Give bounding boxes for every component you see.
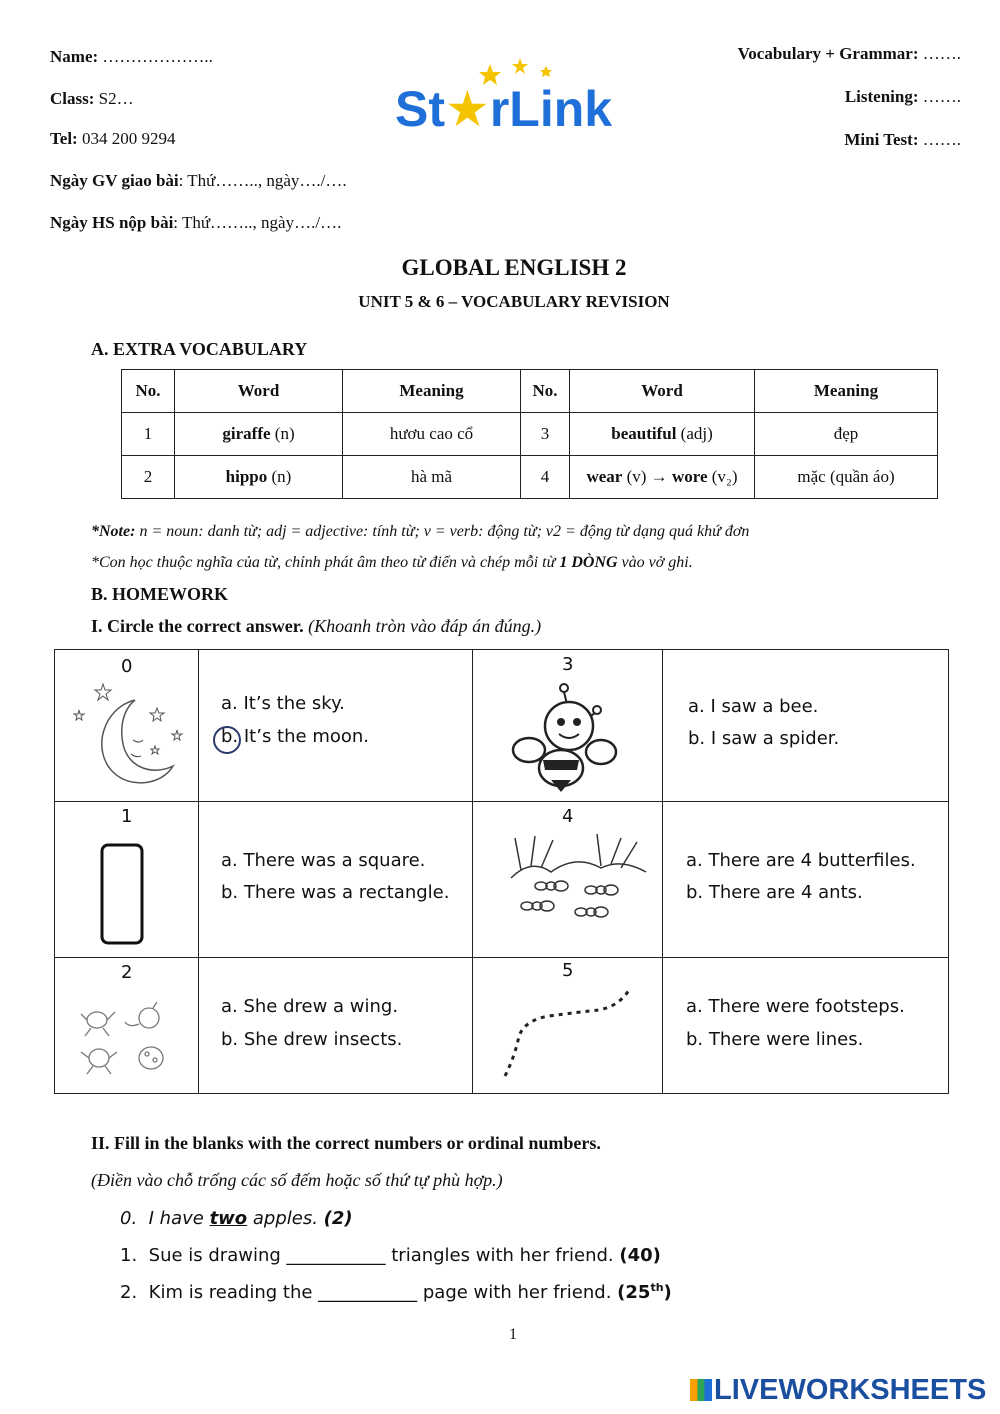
cell-word: giraffe (n) <box>175 413 343 456</box>
example-answer: two <box>209 1208 248 1229</box>
picture-cell <box>473 650 663 802</box>
footsteps-icon <box>499 988 639 1080</box>
vocab-grammar-score: Vocabulary + Grammar: ……. <box>737 44 961 63</box>
moon-icon <box>73 680 188 798</box>
option-a[interactable]: a. I saw a bee. <box>688 696 819 717</box>
fill-item-2: 2. Kim is reading the ___________ page with her friend. (25th) <box>120 1281 672 1303</box>
insects-icon <box>79 1002 175 1078</box>
starlink-logo <box>395 58 640 138</box>
class-line: Class: S2… <box>50 89 134 108</box>
option-b[interactable]: b. There are 4 ants. <box>686 882 863 903</box>
item-number: 4 <box>562 806 574 827</box>
liveworksheets-icon <box>690 1379 712 1401</box>
option-a[interactable]: a. There are 4 butterfiles. <box>686 850 916 871</box>
part2-heading: II. Fill in the blanks with the correct numbers or ordinal numbers. <box>91 1133 601 1153</box>
student-date-line: Ngày HS nộp bài: Thứ…….., ngày…./…. <box>50 213 342 232</box>
cell-word: beautiful (adj) <box>570 413 755 456</box>
item-number: 2 <box>121 962 133 983</box>
mini-test-score: Mini Test: ……. <box>844 130 961 149</box>
item-number: 5 <box>562 960 574 981</box>
cell-meaning: đẹp <box>755 413 938 456</box>
header-meaning: Meaning <box>343 370 521 413</box>
option-a[interactable]: a. She drew a wing. <box>221 996 399 1017</box>
name-line: Name: ……………….. <box>50 47 213 66</box>
item-number: 0 <box>121 656 133 677</box>
page-number: 1 <box>509 1326 517 1343</box>
picture-cell <box>55 650 199 802</box>
picture-cell <box>55 958 199 1094</box>
option-b[interactable]: b. There was a rectangle. <box>221 882 450 903</box>
homework-table <box>54 649 949 1094</box>
cell-no: 1 <box>122 413 175 456</box>
ants-icon <box>501 830 649 926</box>
picture-cell <box>473 958 663 1094</box>
picture-cell <box>473 802 663 958</box>
table-header-row <box>122 370 938 413</box>
cell-word: hippo (n) <box>175 456 343 499</box>
table-row <box>122 456 938 499</box>
logo-wordmark: St★rLink <box>395 81 613 137</box>
table-row <box>55 958 949 1094</box>
section-a-heading: A. EXTRA VOCABULARY <box>91 339 308 359</box>
options-cell <box>663 958 949 1094</box>
cell-word: wear (v) → wore (v₂) <box>570 456 755 499</box>
options-cell <box>199 650 473 802</box>
picture-cell <box>55 802 199 958</box>
blank-input[interactable]: ___________ <box>286 1245 386 1266</box>
header-meaning: Meaning <box>755 370 938 413</box>
cell-no: 4 <box>521 456 570 499</box>
answer-circle-icon <box>212 725 242 755</box>
item-number: 3 <box>562 654 574 675</box>
option-a[interactable]: a. It’s the sky. <box>221 693 345 714</box>
tel-line: Tel: 034 200 9294 <box>50 129 176 148</box>
options-cell <box>663 650 949 802</box>
header-word: Word <box>570 370 755 413</box>
table-row <box>55 802 949 958</box>
option-a[interactable]: a. There were footsteps. <box>686 996 905 1017</box>
option-b[interactable]: b. There were lines. <box>686 1029 864 1050</box>
bee-icon <box>511 680 621 795</box>
option-b[interactable]: b. I saw a spider. <box>688 728 840 749</box>
cell-meaning: hươu cao cổ <box>343 413 521 456</box>
header-no: No. <box>521 370 570 413</box>
page-subtitle: UNIT 5 & 6 – VOCABULARY REVISION <box>358 292 670 311</box>
cell-meaning: hà mã <box>343 456 521 499</box>
item-number: 1 <box>121 806 133 827</box>
options-cell <box>199 958 473 1094</box>
fill-item-0: 0. I have two apples. (2) <box>120 1208 353 1229</box>
cell-meaning: mặc (quần áo) <box>755 456 938 499</box>
option-b[interactable]: b. It’s the moon. <box>221 726 370 747</box>
part2-subheading: (Điền vào chỗ trống các số đếm hoặc số thứ tự phù hợp.) <box>91 1170 503 1190</box>
table-row <box>55 650 949 802</box>
note-line: *Note: n = noun: danh từ; adj = adjective: tính từ; v = verb: động từ; v2 = động từ dạng quá khứ đơn <box>91 523 750 540</box>
instruction-line: *Con học thuộc nghĩa của từ, chỉnh phát âm theo từ điển và chép mỗi từ 1 DÒNG vào vở ghi. <box>91 554 693 571</box>
listening-score: Listening: ……. <box>844 87 961 106</box>
options-cell <box>199 802 473 958</box>
vocabulary-table <box>121 369 938 499</box>
cell-no: 2 <box>122 456 175 499</box>
table-row <box>122 413 938 456</box>
cell-no: 3 <box>521 413 570 456</box>
header-word: Word <box>175 370 343 413</box>
header-no: No. <box>122 370 175 413</box>
liveworksheets-logo: LIVEWORKSHEETS <box>690 1374 986 1407</box>
section-b-heading: B. HOMEWORK <box>91 584 229 604</box>
rectangle-icon <box>99 842 145 946</box>
part1-heading: I. Circle the correct answer. (Khoanh tròn vào đáp án đúng.) <box>91 616 542 636</box>
option-b[interactable]: b. She drew insects. <box>221 1029 403 1050</box>
blank-input[interactable]: ___________ <box>318 1282 418 1303</box>
page-title: GLOBAL ENGLISH 2 <box>401 255 627 280</box>
options-cell <box>663 802 949 958</box>
teacher-date-line: Ngày GV giao bài: Thứ…….., ngày…./…. <box>50 171 347 190</box>
option-a[interactable]: a. There was a square. <box>221 850 426 871</box>
fill-item-1: 1. Sue is drawing ___________ triangles with her friend. (40) <box>120 1245 661 1266</box>
